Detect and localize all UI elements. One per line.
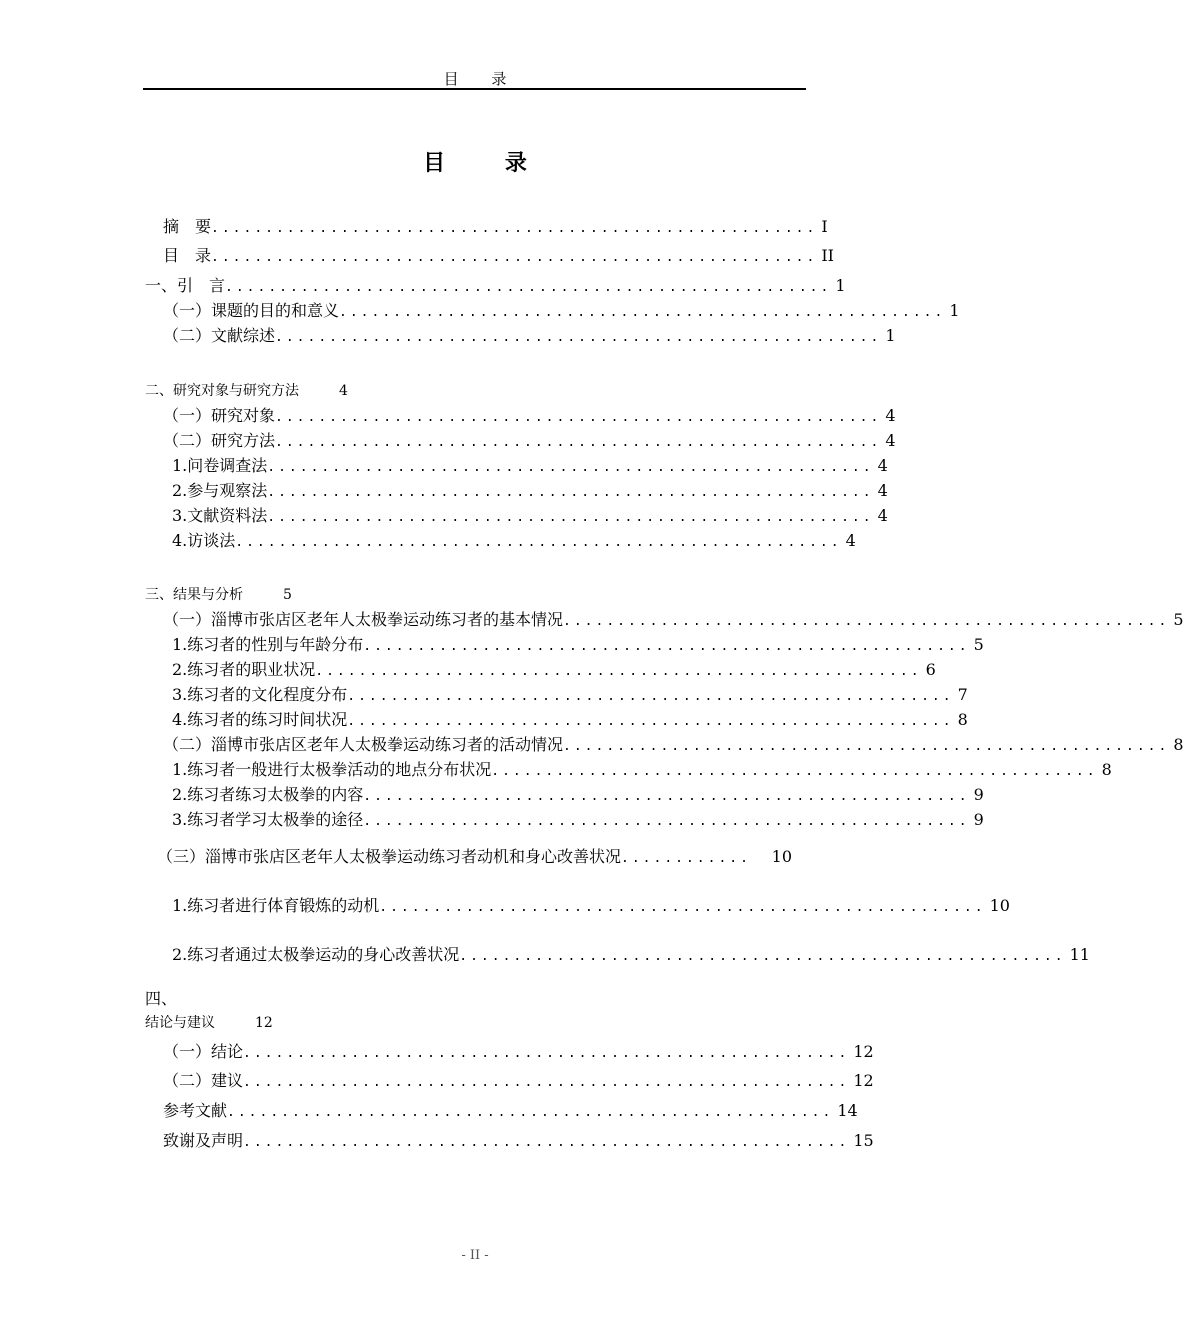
toc-entry-leader: ........................................................ <box>243 1075 850 1090</box>
toc-entry-leader: ........................................................ <box>211 221 818 236</box>
toc-entry-label: 四、 <box>145 989 178 1008</box>
header-divider <box>143 88 806 90</box>
toc-entry-label: （一）淄博市张店区老年人太极拳运动练习者的基本情况 <box>163 610 564 629</box>
toc-entry-leader: ........................................................ <box>267 460 874 475</box>
toc-entry-page: 12 <box>853 1071 874 1090</box>
toc-entry-page: 12 <box>255 1015 273 1031</box>
toc-entry-page: 4 <box>877 456 888 475</box>
toc-entry-acknowledgements[interactable] <box>163 1130 874 1152</box>
toc-entry-leader: ........................................................ <box>363 639 970 654</box>
toc-entry-label: 3.练习者学习太极拳的途径 <box>172 810 364 829</box>
toc-entry-page: 15 <box>853 1131 874 1150</box>
toc-entry-page: 6 <box>925 660 936 679</box>
toc-entry-page: 10 <box>989 896 1010 915</box>
toc-entry-leader: ........................................................ <box>275 330 882 345</box>
toc-entry-label: （一）研究对象 <box>163 406 276 425</box>
toc-entry-label: （二）研究方法 <box>163 431 276 450</box>
toc-entry-page: 8 <box>1101 760 1112 779</box>
toc-entry-chapter-1[interactable] <box>145 275 846 297</box>
toc-entry-label: （一）课题的目的和意义 <box>163 301 340 320</box>
toc-entry-label: （三）淄博市张店区老年人太极拳运动练习者动机和身心改善状况 <box>157 847 622 866</box>
toc-entry-abstract[interactable] <box>163 216 828 238</box>
toc-entry-leader: ........................................................ <box>315 664 922 679</box>
toc-entry[interactable] <box>172 784 984 806</box>
toc-entry-leader: ........................................................ <box>363 789 970 804</box>
toc-entry-page: 9 <box>973 785 984 804</box>
toc-entry-chapter-3[interactable] <box>145 584 445 606</box>
toc-entry[interactable] <box>172 944 1090 966</box>
toc-entry-label: 致谢及声明 <box>163 1131 244 1150</box>
toc-entry-page: 1 <box>885 326 896 345</box>
toc-entry-label: 3.练习者的文化程度分布 <box>172 685 348 704</box>
toc-entry-leader: ........................................................ <box>363 814 970 829</box>
toc-entry-leader: ........................................................ <box>347 689 954 704</box>
toc-entry-label: 目 录 <box>163 246 212 265</box>
toc-entry[interactable] <box>172 895 1010 917</box>
toc-entry-label: 三、结果与分析 <box>145 587 243 603</box>
toc-entry-label: 2.练习者练习太极拳的内容 <box>172 785 364 804</box>
toc-entry-leader: ........................................................ <box>211 250 818 265</box>
toc-entry[interactable] <box>172 455 888 477</box>
toc-entry-leader: ........................................................ <box>339 305 946 320</box>
toc-entry[interactable] <box>172 759 1112 781</box>
toc-entry-page: 4 <box>885 406 896 425</box>
toc-entry-page: 4 <box>339 383 348 399</box>
toc-entry-page: 8 <box>957 710 968 729</box>
toc-entry[interactable] <box>172 480 888 502</box>
toc-entry-leader: ........................................................ <box>225 280 832 295</box>
toc-entry[interactable] <box>163 430 896 452</box>
toc-entry-leader: ........................................................ <box>243 1046 850 1061</box>
toc-entry-label: 4.访谈法 <box>172 531 236 550</box>
toc-entry-label: 2.练习者的职业状况 <box>172 660 316 679</box>
running-header: 目 录 <box>443 70 521 88</box>
toc-entry[interactable] <box>157 846 792 868</box>
toc-entry-page: 4 <box>845 531 856 550</box>
toc-entry-leader: ........................................................ <box>275 435 882 450</box>
toc-entry-label: （二）建议 <box>163 1071 244 1090</box>
toc-entry-page: 4 <box>885 431 896 450</box>
toc-entry[interactable] <box>163 609 1184 631</box>
toc-entry[interactable] <box>163 325 896 347</box>
toc-entry-label: （一）结论 <box>163 1042 244 1061</box>
toc-entry-label: 摘 要 <box>163 217 212 236</box>
toc-entry-references[interactable] <box>163 1100 858 1122</box>
toc-entry[interactable] <box>172 659 936 681</box>
toc-entry[interactable] <box>163 405 896 427</box>
toc-entry-page: 1 <box>949 301 960 320</box>
toc-entry-label: 参考文献 <box>163 1101 228 1120</box>
toc-entry[interactable] <box>172 634 984 656</box>
toc-entry[interactable] <box>172 530 856 552</box>
toc-entry[interactable] <box>163 734 1184 756</box>
toc-entry-page: 9 <box>973 810 984 829</box>
toc-entry-leader: ............ <box>621 851 751 866</box>
toc-entry-page: II <box>821 246 834 265</box>
toc-entry-label: 一、引 言 <box>145 276 226 295</box>
toc-entry-label: 1.问卷调查法 <box>172 456 268 475</box>
page-title: 目 录 <box>423 150 553 176</box>
toc-entry-leader: ........................................................ <box>235 535 842 550</box>
toc-entry-contents[interactable] <box>163 245 834 267</box>
toc-entry-leader: ........................................................ <box>267 510 874 525</box>
page-number: - II - <box>461 1248 489 1263</box>
toc-entry-page: 11 <box>1069 945 1090 964</box>
toc-entry-page: 7 <box>957 685 968 704</box>
toc-entry-leader: ........................................................ <box>563 739 1170 754</box>
toc-entry-label: 1.练习者进行体育锻炼的动机 <box>172 896 380 915</box>
toc-entry-leader: ........................................................ <box>379 900 986 915</box>
toc-entry-label: （二）文献综述 <box>163 326 276 345</box>
toc-entry-leader: ........................................................ <box>347 714 954 729</box>
toc-entry-page: 5 <box>973 635 984 654</box>
toc-entry-leader: ........................................................ <box>227 1105 834 1120</box>
toc-entry-label: 结论与建议 <box>145 1015 215 1031</box>
toc-entry[interactable] <box>172 809 984 831</box>
toc-entry-page: 4 <box>877 506 888 525</box>
toc-entry[interactable] <box>163 1070 874 1092</box>
toc-entry-page: I <box>821 217 828 236</box>
toc-entry-page: 12 <box>853 1042 874 1061</box>
toc-entry[interactable] <box>163 1041 874 1063</box>
toc-entry-label: 3.文献资料法 <box>172 506 268 525</box>
toc-entry[interactable] <box>145 1012 445 1034</box>
toc-entry-page: 1 <box>835 276 846 295</box>
toc-entry-page: 8 <box>1173 735 1184 754</box>
toc-entry-label: 1.练习者的性别与年龄分布 <box>172 635 364 654</box>
toc-entry-label: 2.练习者通过太极拳运动的身心改善状况 <box>172 945 460 964</box>
toc-entry[interactable] <box>172 709 968 731</box>
toc-entry-chapter-4[interactable] <box>145 988 265 1010</box>
toc-entry-label: （二）淄博市张店区老年人太极拳运动练习者的活动情况 <box>163 735 564 754</box>
toc-entry-leader: ........................................................ <box>491 764 1098 779</box>
toc-entry-page: 5 <box>283 587 292 603</box>
toc-entry-page: 10 <box>771 847 792 866</box>
toc-entry-label: 二、研究对象与研究方法 <box>145 383 299 399</box>
toc-entry-leader: ........................................................ <box>267 485 874 500</box>
toc-entry-leader: ........................................................ <box>243 1135 850 1150</box>
toc-entry-page: 5 <box>1173 610 1184 629</box>
toc-entry[interactable] <box>172 684 968 706</box>
toc-entry-chapter-2[interactable] <box>145 380 445 402</box>
toc-entry-page: 4 <box>877 481 888 500</box>
toc-entry-leader: ........................................................ <box>275 410 882 425</box>
toc-entry-page: 14 <box>837 1101 858 1120</box>
toc-entry[interactable] <box>163 300 960 322</box>
toc-entry-label: 1.练习者一般进行太极拳活动的地点分布状况 <box>172 760 492 779</box>
toc-entry-leader: ........................................................ <box>459 949 1066 964</box>
toc-entry-label: 4.练习者的练习时间状况 <box>172 710 348 729</box>
toc-entry[interactable] <box>172 505 888 527</box>
toc-entry-leader: ........................................................ <box>563 614 1170 629</box>
toc-entry-label: 2.参与观察法 <box>172 481 268 500</box>
